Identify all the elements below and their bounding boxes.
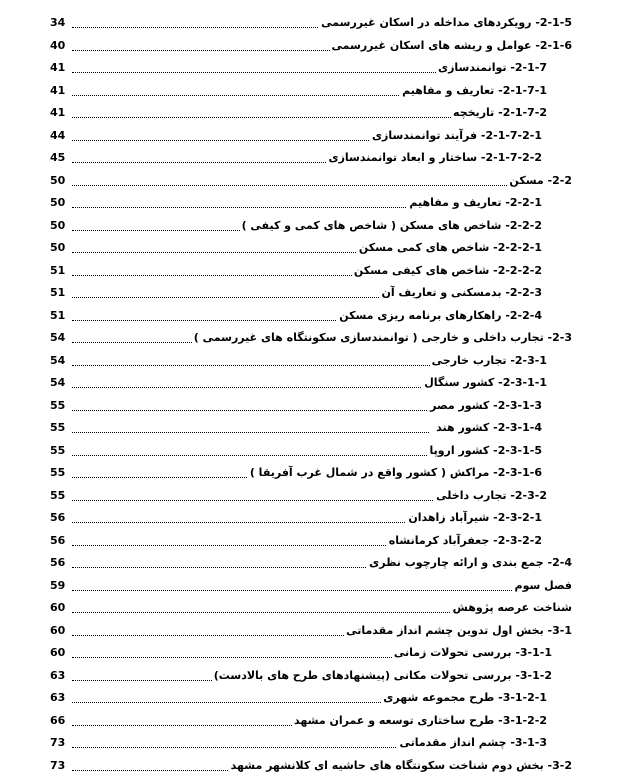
toc-entry[interactable] xyxy=(50,375,572,398)
toc-entry[interactable] xyxy=(50,623,572,646)
toc-entry[interactable] xyxy=(50,398,572,421)
toc-entry-title: 2-2-2-2- شاخص های کیفی مسکن xyxy=(352,264,542,278)
toc-entry[interactable] xyxy=(50,285,572,308)
toc-entry-title: 3-1-2-1- طرح مجموعه شهری xyxy=(381,691,547,705)
toc-entry-title: 2-3-1- تجارب خارجی xyxy=(430,354,547,368)
toc-entry[interactable] xyxy=(50,668,572,691)
toc-entry-title: 2-2-2- شاخص های مسکن ( شاخص های کمی و کیفی ) xyxy=(240,219,542,233)
toc-entry[interactable] xyxy=(50,758,572,780)
toc-entry-page-number: 60 xyxy=(50,624,65,638)
dot-leader xyxy=(72,320,376,321)
toc-entry[interactable] xyxy=(50,488,572,511)
toc-entry-page-number: 55 xyxy=(50,421,65,435)
toc-entry-page-number: 55 xyxy=(50,444,65,458)
toc-entry-page-number: 50 xyxy=(50,219,65,233)
toc-entry-title: 3-2- بخش دوم شناخت سکونتگاه های حاشیه ای کلانشهر مشهد xyxy=(229,759,572,773)
toc-entry-page-number: 50 xyxy=(50,196,65,210)
toc-entry[interactable] xyxy=(50,578,572,601)
toc-entry-title: 3-1-1- بررسی تحولات زمانی xyxy=(392,646,552,660)
toc-entry-page-number: 56 xyxy=(50,511,65,525)
dot-leader xyxy=(72,162,350,163)
toc-entry-title: 2-1-7-2- تاریخچه xyxy=(451,106,547,120)
toc-entry-page-number: 50 xyxy=(50,241,65,255)
toc-entry-title: 2-3-1-4- کشور هند xyxy=(434,421,542,435)
toc-entry-title: 2-3- تجارب داخلی و خارجی ( توانمندسازی سکونتگاه های غیررسمی ) xyxy=(192,331,572,345)
toc-entry-page-number: 40 xyxy=(50,39,65,53)
toc-entry[interactable] xyxy=(50,15,572,38)
dot-leader xyxy=(72,365,478,366)
dot-leader xyxy=(72,432,429,433)
toc-entry-title: 2-1-7- توانمندسازی xyxy=(436,61,547,75)
toc-entry[interactable] xyxy=(50,645,572,668)
dot-leader xyxy=(72,590,522,591)
dot-leader xyxy=(72,95,417,96)
toc-entry-page-number: 60 xyxy=(50,646,65,660)
toc-entry[interactable] xyxy=(50,128,572,151)
dot-leader xyxy=(72,50,372,51)
table-of-contents xyxy=(50,15,572,780)
toc-entry-title: 2-1-7-1- تعاریف و مفاهیم xyxy=(400,84,547,98)
dot-leader xyxy=(72,117,477,118)
toc-entry-title: 2-2- مسکن xyxy=(507,174,572,188)
toc-entry-page-number: 55 xyxy=(50,489,65,503)
dot-leader xyxy=(72,500,481,501)
toc-entry-page-number: 55 xyxy=(50,466,65,480)
toc-entry-title: 2-3-2-1- شیرآباد زاهدان xyxy=(406,511,542,525)
dot-leader xyxy=(72,275,382,276)
toc-entry-page-number: 54 xyxy=(50,331,65,345)
toc-entry[interactable] xyxy=(50,465,572,488)
toc-entry-page-number: 60 xyxy=(50,601,65,615)
toc-entry[interactable] xyxy=(50,443,572,466)
toc-entry-page-number: 44 xyxy=(50,129,65,143)
dot-leader xyxy=(72,567,388,568)
toc-entry-page-number: 51 xyxy=(50,286,65,300)
toc-entry-title: 3-1- بخش اول تدوین چشم انداز مقدماتی xyxy=(344,624,572,638)
dot-leader xyxy=(72,410,427,411)
toc-entry-page-number: 73 xyxy=(50,759,65,773)
toc-entry[interactable] xyxy=(50,420,572,443)
dot-leader xyxy=(72,725,326,726)
toc-entry[interactable] xyxy=(50,713,572,736)
toc-entry-page-number: 45 xyxy=(50,151,65,165)
dot-leader xyxy=(72,612,482,613)
dot-leader xyxy=(72,297,417,298)
toc-entry-title: 3-1-2-2- طرح ساختاری توسعه و عمران مشهد xyxy=(292,714,547,728)
dot-leader xyxy=(72,72,482,73)
dot-leader xyxy=(72,387,441,388)
toc-entry[interactable] xyxy=(50,308,572,331)
toc-entry[interactable] xyxy=(50,105,572,128)
toc-entry[interactable] xyxy=(50,353,572,376)
toc-entry-title: 2-2-3- بدمسکنی و تعاریف آن xyxy=(379,286,542,300)
dot-leader xyxy=(72,770,248,771)
toc-entry-title: 2-3-2- تجارب داخلی xyxy=(434,489,547,503)
toc-entry[interactable] xyxy=(50,218,572,241)
dot-leader xyxy=(72,252,382,253)
toc-entry-title: فصل سوم xyxy=(513,579,572,593)
toc-entry[interactable] xyxy=(50,38,572,61)
toc-entry-title: 2-2-2-1- شاخص های کمی مسکن xyxy=(357,241,542,255)
toc-entry[interactable] xyxy=(50,510,572,533)
toc-entry-title: 2-1-6- عوامل و ریشه های اسکان غیررسمی xyxy=(330,39,572,53)
toc-entry-page-number: 54 xyxy=(50,376,65,390)
toc-entry-page-number: 51 xyxy=(50,309,65,323)
toc-entry-title: 2-2-4- راهکارهای برنامه ریزی مسکن xyxy=(337,309,542,323)
toc-entry-page-number: 50 xyxy=(50,174,65,188)
toc-entry-title: 2-1-5- رویکردهای مداخله در اسکان غیررسمی xyxy=(319,16,572,30)
toc-entry[interactable] xyxy=(50,83,572,106)
toc-entry-title: 2-4- جمع بندی و ارائه چارچوب نظری xyxy=(367,556,572,570)
toc-entry-title: 3-1-3- چشم انداز مقدماتی xyxy=(397,736,547,750)
dot-leader xyxy=(72,545,422,546)
toc-entry-page-number: 56 xyxy=(50,534,65,548)
toc-entry-title: 2-3-1-3- کشور مصر xyxy=(428,399,542,413)
toc-entry-title: 2-3-1-5- کشور اروپا xyxy=(427,444,542,458)
dot-leader xyxy=(72,702,401,703)
dot-leader xyxy=(72,140,417,141)
toc-entry-title: شناخت عرصه پژوهش xyxy=(451,601,572,615)
toc-entry[interactable] xyxy=(50,173,572,196)
toc-entry[interactable] xyxy=(50,195,572,218)
toc-entry[interactable] xyxy=(50,60,572,83)
toc-entry[interactable] xyxy=(50,533,572,556)
toc-entry-page-number: 54 xyxy=(50,354,65,368)
toc-entry-page-number: 34 xyxy=(50,16,65,30)
toc-entry[interactable] xyxy=(50,555,572,578)
dot-leader xyxy=(72,657,410,658)
toc-entry[interactable] xyxy=(50,600,572,623)
dot-leader xyxy=(72,185,527,186)
toc-entry-page-number: 59 xyxy=(50,579,65,593)
toc-entry-title: 2-3-1-1- کشور سنگال xyxy=(422,376,547,390)
toc-entry[interactable] xyxy=(50,690,572,713)
toc-entry[interactable] xyxy=(50,735,572,758)
toc-entry[interactable] xyxy=(50,330,572,353)
toc-entry-page-number: 66 xyxy=(50,714,65,728)
dot-leader xyxy=(72,207,458,208)
toc-entry-page-number: 41 xyxy=(50,106,65,120)
toc-entry-page-number: 56 xyxy=(50,556,65,570)
dot-leader xyxy=(72,455,445,456)
toc-entry[interactable] xyxy=(50,263,572,286)
toc-entry-page-number: 41 xyxy=(50,84,65,98)
toc-entry-title: 2-3-1-6- مراکش ( کشور واقع در شمال غرب آفریقا ) xyxy=(248,466,542,480)
toc-entry-page-number: 63 xyxy=(50,691,65,705)
toc-entry[interactable] xyxy=(50,150,572,173)
toc-entry-title: 3-1-2- بررسی تحولات مکانی (پیشنهادهای طرح های بالادست) xyxy=(212,669,552,683)
toc-entry-page-number: 63 xyxy=(50,669,65,683)
toc-entry-page-number: 73 xyxy=(50,736,65,750)
toc-entry-title: 2-2-1- تعاریف و مفاهیم xyxy=(407,196,542,210)
dot-leader xyxy=(72,747,420,748)
toc-entry-title: 2-1-7-2-2- ساختار و ابعاد توانمندسازی xyxy=(327,151,542,165)
dot-leader xyxy=(72,522,441,523)
toc-entry-title: 2-3-2-2- جعفرآباد کرمانشاه xyxy=(387,534,542,548)
toc-entry-title: 2-1-7-2-1- فرآیند توانمندسازی xyxy=(370,129,542,143)
toc-entry-page-number: 55 xyxy=(50,399,65,413)
toc-entry[interactable] xyxy=(50,240,572,263)
toc-entry-page-number: 41 xyxy=(50,61,65,75)
toc-entry-page-number: 51 xyxy=(50,264,65,278)
